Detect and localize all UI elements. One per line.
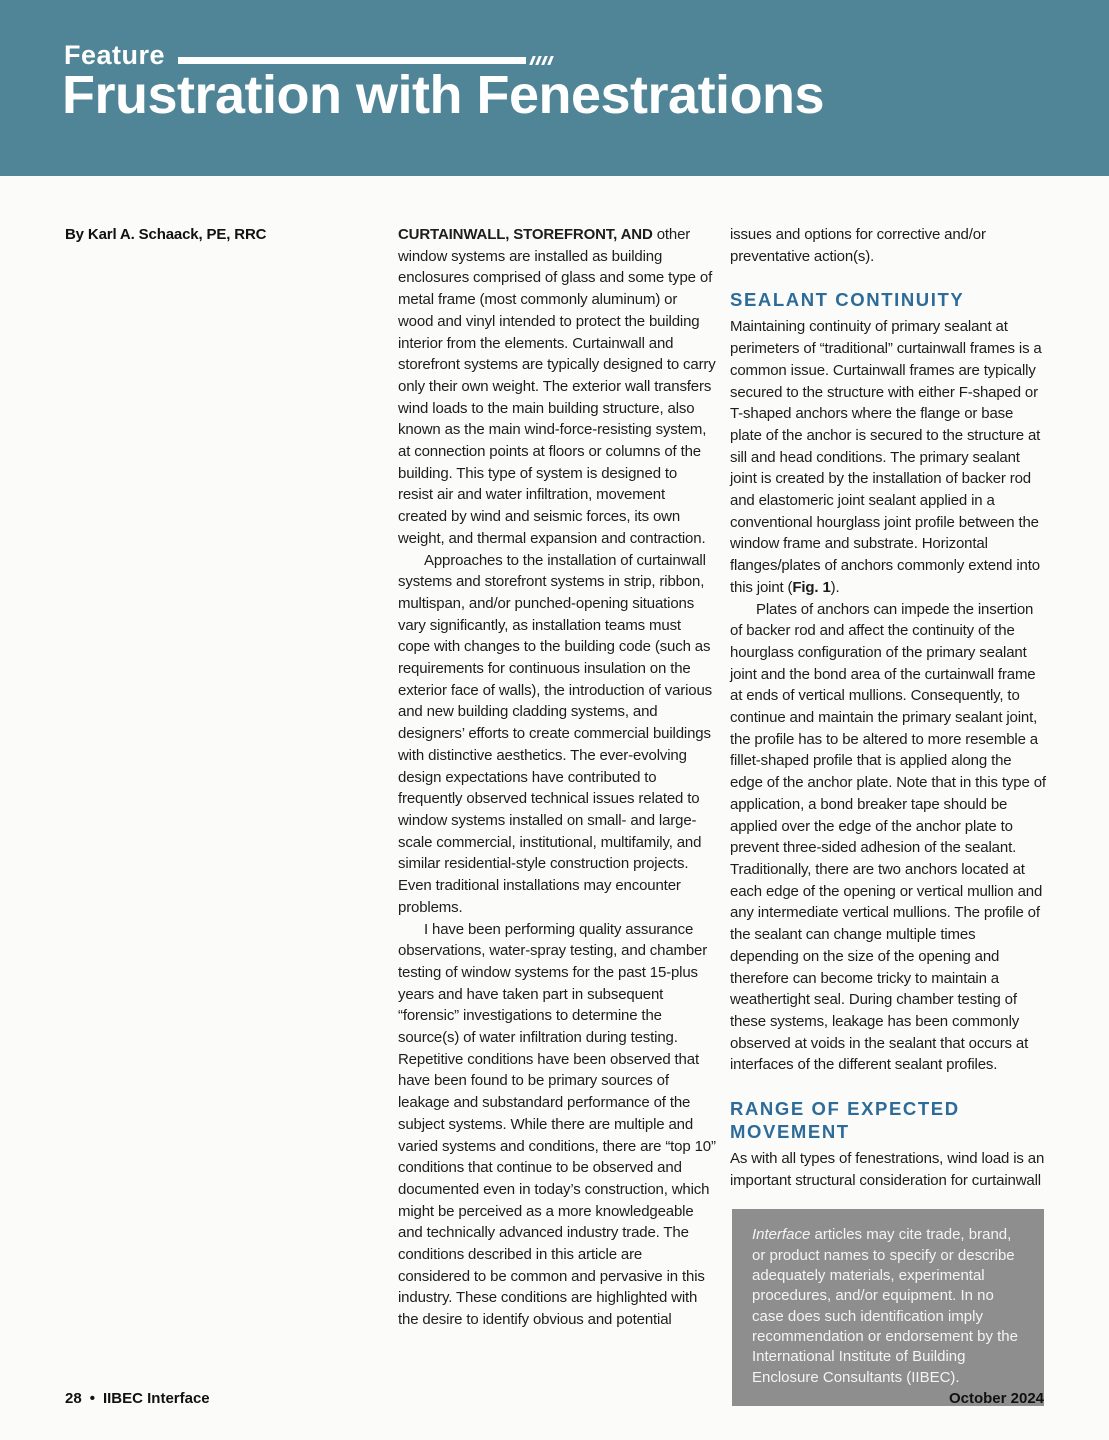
byline-column: [65, 224, 365, 246]
feature-label: Feature: [64, 40, 166, 70]
body-paragraph: Approaches to the installation of curtainwall systems and storefront systems in strip, ribbon, multispan, and/or punched-opening situations vary significantly, as installation teams must cope with changes to the building code (such as requirements for continuous insulation on the exterior face of walls), the introduction of various and new building cladding systems, and designers’ efforts to create commercial buildings with distinctive aesthetics. The ever-evolving design expectations have contributed to frequently observed technical issues related to window systems installed on small- and large-scale commercial, institutional, multifamily, and similar residential-style construction projects. Even traditional installations may encounter problems.: [398, 551, 713, 916]
disclaimer-text: Interface articles may cite trade, brand, or product names to specify or describe adequately materials, experimental procedures, and/or equipment. In no case does such identification imply recommendation or endorsement by the International Institute of Building Enclosure Consultants (IIBEC).: [752, 1226, 1018, 1386]
article-title: Frustration with Fenestrations: [62, 65, 825, 125]
issue-date: October 2024: [948, 1390, 1044, 1407]
section-heading-sealant-continuity: SEALANT CONTINUITY: [730, 289, 965, 311]
body-paragraph: As with all types of fenestrations, wind load is an important structural consideration for curtainwall: [730, 1150, 1045, 1189]
footer-bullet: •: [89, 1390, 95, 1407]
feature-rule: [178, 57, 526, 64]
body-paragraph: CURTAINWALL, STOREFRONT, AND other window systems are installed as building enclosures comprised of glass and some type of metal frame (most commonly aluminum) or wood and vinyl intended to protect the building interior from the elements. Curtainwall and storefront systems are typically designed to carry only their own weight. The exterior wall transfers wind loads to the main building structure, also known as the main wind-force-resisting system, at connection points at floors or columns of the building. This type of system is designed to resist air and water infiltration, movement created by wind and seismic forces, its own weight, and thermal expansion and contraction.: [398, 226, 716, 547]
body-paragraph: I have been performing quality assurance observations, water-spray testing, and chamber testing of window systems for the past 15-plus years and have taken part in subsequent “forensic” investigations to determine the source(s) of water infiltration during testing. Repetitive conditions have been observed that have been found to be primary sources of leakage and substandard performance of the subject systems. While there are multiple and varied systems and conditions, there are “top 10” conditions that continue to be observed and documented even in today’s construction, which might be perceived as a more knowledgeable and technically advanced industry trade. The conditions described in this article are considered to be common and pervasive in this industry. These conditions are highlighted with the desire to identify obvious and potential: [398, 920, 716, 1329]
header-band: [0, 0, 1109, 176]
journal-title: IIBEC Interface: [102, 1390, 210, 1407]
body-paragraph: issues and options for corrective and/or preventative action(s).: [730, 226, 986, 265]
journal-name-italic: Interface: [752, 1226, 811, 1244]
page-footer: [65, 1390, 1044, 1407]
paragraph-lead-in: CURTAINWALL, STOREFRONT, AND: [398, 226, 653, 243]
text-column-middle: [398, 224, 716, 1331]
page-number: 28: [65, 1390, 82, 1407]
figure-reference: Fig. 1: [792, 578, 831, 596]
body-paragraph: Maintaining continuity of primary sealant at perimeters of “traditional” curtainwall frames is a common issue. Curtainwall frames are typically secured to the structure with either F-shaped or T-shaped anchors where the flange or base plate of the anchor is secured to the structure at sill and head conditions. The primary sealant joint is created by the installation of backer rod and elastomeric joint sealant applied in a conventional hourglass joint profile between the window frame and substrate. Horizontal flanges/plates of anchors commonly extend into this joint (Fig. 1).: [730, 318, 1042, 596]
footer-left: [65, 1390, 210, 1407]
body-paragraph: Plates of anchors can impede the insertion of backer rod and affect the continuity of the hourglass configuration of the primary sealant joint and the bond area of the curtainwall frame at ends of vertical mullions. Consequently, to continue and maintain the primary sealant joint, the profile has to be altered to more resemble a fillet-shaped profile that is applied along the edge of the anchor plate. Note that in this type of application, a bond breaker tape should be applied over the edge of the anchor plate to prevent three-sided adhesion of the sealant. Traditionally, there are two anchors located at each edge of the opening or vertical mullion and any intermediate vertical mullions. The profile of the sealant can change multiple times depending on the size of the opening and therefore can become tricky to maintain a weathertight seal. During chamber testing of these systems, leakage has been commonly observed at voids in the sealant that occurs at interfaces of the different sealant profiles.: [730, 600, 1046, 1074]
section-heading-range-of-expected-movement: RANGE OF EXPECTED MOVEMENT: [730, 1098, 960, 1143]
byline: By Karl A. Schaack, PE, RRC: [65, 226, 267, 243]
disclaimer-box: [732, 1209, 1044, 1405]
text-column-right: [730, 224, 1046, 1406]
